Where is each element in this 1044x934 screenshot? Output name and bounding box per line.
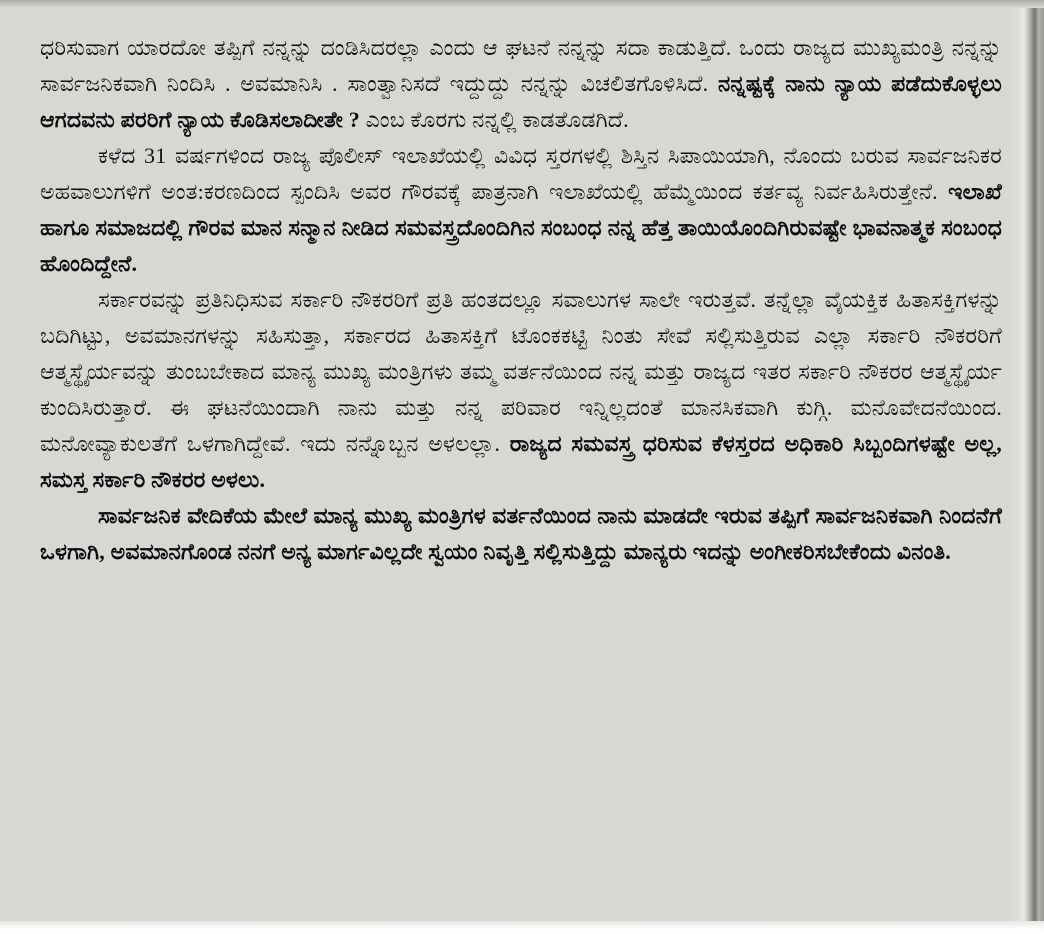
paragraph-1 — [40, 30, 1002, 138]
paragraph-2 — [40, 138, 1002, 282]
text-run: ಸಾರ್ವಜನಿಕ ವೇದಿಕೆಯ ಮೇಲೆ ಮಾನ್ಯ ಮುಖ್ಯ ಮಂತ್ರಿಗಳ ವರ್ತನೆಯಿಂದ ನಾನು ಮಾಡದೇ ಇರುವ ತಪ್ಪಿಗೆ ಸಾರ್ವಜನಿಕವಾಗಿ ನಿಂದನೆಗೆ ಒಳಗಾಗಿ, ಅವಮಾನಗೊಂಡ ನನಗೆ ಅನ್ಯ ಮಾರ್ಗವಿಲ್ಲದೇ ಸ್ವಯಂ ನಿವೃತ್ತಿ ಸಲ್ಲಿಸುತ್ತಿದ್ದು ಮಾನ್ಯರು ಇದನ್ನು ಅಂಗೀಕರಿಸಬೇಕೆಂದು ವಿನಂತಿ. — [40, 503, 1002, 564]
scan-edge-bottom — [0, 921, 1044, 934]
text-run: ರಾಜ್ಯದ ಸಮವಸ್ತ್ರ ಧರಿಸುವ ಕೆಳಸ್ತರದ ಅಧಿಕಾರಿ ಸಿಬ್ಬಂದಿಗಳಷ್ಟೇ ಅಲ್ಲ, ಸಮಸ್ತ ಸರ್ಕಾರಿ ನೌಕರರ ಅಳಲು. — [40, 431, 1002, 492]
document-body — [40, 30, 1002, 570]
text-run: ಎಂಬ ಕೊರಗು ನನ್ನಲ್ಲಿ ಕಾಡತೊಡಗಿದೆ. — [365, 107, 629, 132]
text-run: ಧರಿಸುವಾಗ ಯಾರದೋ ತಪ್ಪಿಗೆ ನನ್ನನ್ನು ದಂಡಿಸಿದರಲ್ಲಾ ಎಂದು ಆ ಘಟನೆ ನನ್ನನ್ನು ಸದಾ ಕಾಡುತ್ತಿದೆ. ಒಂದು ರಾಜ್ಯದ ಮುಖ್ಯಮಂತ್ರಿ ನನ್ನನ್ನು ಸಾರ್ವಜನಿಕವಾಗಿ ನಿಂದಿಸಿ . ಅವಮಾನಿಸಿ . ಸಾಂತ್ವಾನಿಸದೆ ಇದ್ದುದ್ದು ನನ್ನನ್ನು ವಿಚಲಿತಗೊಳಿಸಿದೆ. — [40, 35, 1002, 96]
scan-edge-top — [0, 0, 1044, 8]
text-run: ಸರ್ಕಾರವನ್ನು ಪ್ರತಿನಿಧಿಸುವ ಸರ್ಕಾರಿ ನೌಕರರಿಗೆ ಪ್ರತಿ ಹಂತದಲ್ಲೂ ಸವಾಲುಗಳ ಸಾಲೇ ಇರುತ್ತವೆ. ತನ್ನೆಲ್ಲಾ ವೈಯಕ್ತಿಕ ಹಿತಾಸಕ್ತಿಗಳನ್ನು ಬದಿಗಿಟ್ಟು, ಅವಮಾನಗಳನ್ನು ಸಹಿಸುತ್ತಾ, ಸರ್ಕಾರದ ಹಿತಾಸಕ್ತಿಗೆ ಟೊಂಕಕಟ್ಟಿ ನಿಂತು ಸೇವೆ ಸಲ್ಲಿಸುತ್ತಿರುವ ಎಲ್ಲಾ ಸರ್ಕಾರಿ ನೌಕರರಿಗೆ ಆತ್ಮಸ್ಥೈರ್ಯವನ್ನು ತುಂಬಬೇಕಾದ ಮಾನ್ಯ ಮುಖ್ಯ ಮಂತ್ರಿಗಳು ತಮ್ಮ ವರ್ತನೆಯಿಂದ ನನ್ನ ಮತ್ತು ರಾಜ್ಯದ ಇತರ ಸರ್ಕಾರಿ ನೌಕರರ ಆತ್ಮಸ್ಥೈರ್ಯ ಕುಂದಿಸಿರುತ್ತಾರೆ. ಈ ಘಟನೆಯಿಂದಾಗಿ ನಾನು ಮತ್ತು ನನ್ನ ಪರಿವಾರ ಇನ್ನಿಲ್ಲದಂತೆ ಮಾನಸಿಕವಾಗಿ ಕುಗ್ಗಿ. ಮನೊವೇದನೆಯಿಂದ. ಮನೋವ್ಯಾಕುಲತೆಗೆ ಒಳಗಾಗಿದ್ದೇವೆ. ಇದು ನನ್ನೊಬ್ಬನ ಅಳಲಲ್ಲಾ. — [40, 287, 1002, 456]
scan-edge-shadow-right — [1004, 0, 1044, 934]
text-run: ನನ್ನಷ್ಟಕ್ಕೆ ನಾನು ನ್ಯಾಯ ಪಡೆದುಕೊಳ್ಳಲು ಆಗದವನು ಪರರಿಗೆ ನ್ಯಾಯ ಕೊಡಿಸಲಾದೀತೇ ? — [40, 71, 1002, 132]
paragraph-4 — [40, 498, 1002, 570]
text-run: ಇಲಾಖೆ ಹಾಗೂ ಸಮಾಜದಲ್ಲಿ ಗೌರವ ಮಾನ ಸನ್ಮಾನ ನೀಡಿದ ಸಮವಸ್ತ್ರದೊಂದಿಗಿನ ಸಂಬಂಧ ನನ್ನ ಹೆತ್ತ ತಾಯಿಯೊಂದಿಗಿರುವಷ್ಟೇ ಭಾವನಾತ್ಮಕ ಸಂಬಂಧ ಹೊಂದಿದ್ದೇನೆ. — [40, 179, 1002, 276]
text-run: ಕಳೆದ 31 ವರ್ಷಗಳಿಂದ ರಾಜ್ಯ ಪೊಲೀಸ್ ಇಲಾಖೆಯಲ್ಲಿ ವಿವಿಧ ಸ್ತರಗಳಲ್ಲಿ ಶಿಸ್ತಿನ ಸಿಪಾಯಿಯಾಗಿ, ನೊಂದು ಬರುವ ಸಾರ್ವಜನಿಕರ ಅಹವಾಲುಗಳಿಗೆ ಅಂತ:ಕರಣದಿಂದ ಸ್ಪಂದಿಸಿ ಅವರ ಗೌರವಕ್ಕೆ ಪಾತ್ರನಾಗಿ ಇಲಾಖೆಯಲ್ಲಿ ಹೆಮ್ಮೆಯಿಂದ ಕರ್ತವ್ಯ ನಿರ್ವಹಿಸಿರುತ್ತೇನೆ. — [40, 143, 1002, 204]
paragraph-3 — [40, 282, 1002, 498]
